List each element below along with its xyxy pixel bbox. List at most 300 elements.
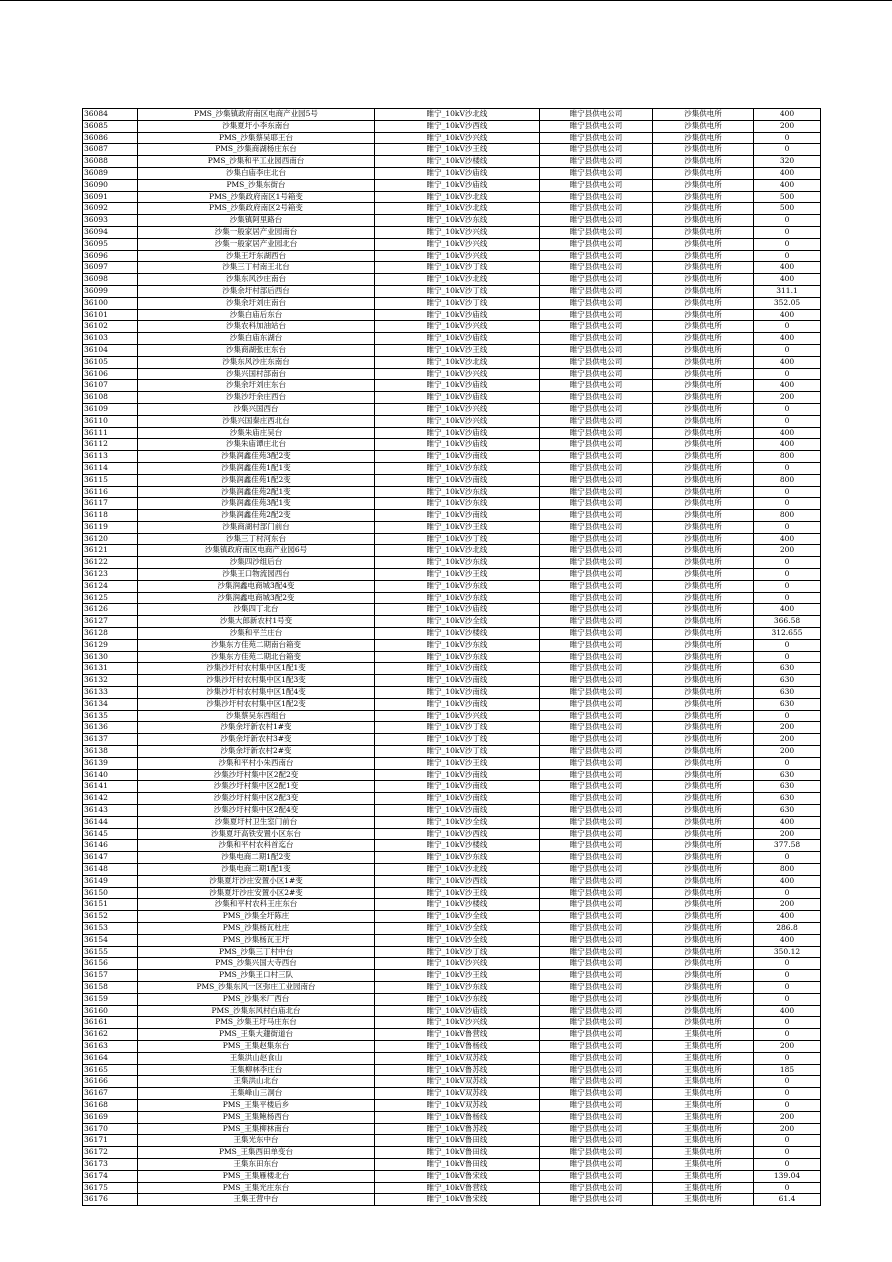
station-cell: 沙集供电所 [653, 486, 754, 498]
row-id-cell: 36163 [83, 1040, 138, 1052]
capacity-cell: 400 [754, 167, 821, 179]
table-row [83, 911, 821, 923]
table-row [83, 769, 821, 781]
table-row [83, 226, 821, 238]
station-cell: 沙集供电所 [653, 533, 754, 545]
transformer-name-cell: 沙集余圩新农村1#变 [138, 722, 375, 734]
feeder-line-cell: 睢宁_10kV鲁宋线 [375, 1194, 540, 1206]
company-cell: 睢宁县供电公司 [540, 816, 653, 828]
station-cell: 沙集供电所 [653, 687, 754, 699]
table-row [83, 569, 821, 581]
company-cell: 睢宁县供电公司 [540, 1135, 653, 1147]
station-cell: 沙集供电所 [653, 911, 754, 923]
table-row [83, 922, 821, 934]
company-cell: 睢宁县供电公司 [540, 663, 653, 675]
capacity-cell: 0 [754, 993, 821, 1005]
transformer-name-cell: PMS_沙集政府南区2号箱变 [138, 203, 375, 215]
station-cell: 沙集供电所 [653, 250, 754, 262]
station-cell: 沙集供电所 [653, 663, 754, 675]
transformer-name-cell: PMS_沙集王口村三队 [138, 970, 375, 982]
station-cell: 沙集供电所 [653, 403, 754, 415]
table-row [83, 344, 821, 356]
table-row [83, 722, 821, 734]
capacity-cell: 630 [754, 675, 821, 687]
row-id-cell: 36164 [83, 1052, 138, 1064]
table-row [83, 793, 821, 805]
capacity-cell: 0 [754, 250, 821, 262]
capacity-cell: 286.8 [754, 922, 821, 934]
company-cell: 睢宁县供电公司 [540, 887, 653, 899]
row-id-cell: 36132 [83, 675, 138, 687]
feeder-line-cell: 睢宁_10kV沙王线 [375, 521, 540, 533]
feeder-line-cell: 睢宁_10kV双苏线 [375, 1099, 540, 1111]
company-cell: 睢宁县供电公司 [540, 167, 653, 179]
transformer-name-cell: PMS_王集西田单变台 [138, 1147, 375, 1159]
capacity-cell: 0 [754, 1182, 821, 1194]
feeder-line-cell: 睢宁_10kV沙兴线 [375, 710, 540, 722]
company-cell: 睢宁县供电公司 [540, 922, 653, 934]
capacity-cell: 500 [754, 203, 821, 215]
station-cell: 王集供电所 [653, 1052, 754, 1064]
transformer-name-cell: 沙集润鑫佳苑2配2变 [138, 510, 375, 522]
feeder-line-cell: 睢宁_10kV沙兴线 [375, 238, 540, 250]
feeder-line-cell: 睢宁_10kV沙楼线 [375, 840, 540, 852]
capacity-cell: 0 [754, 321, 821, 333]
row-id-cell: 36092 [83, 203, 138, 215]
capacity-cell: 630 [754, 781, 821, 793]
company-cell: 睢宁县供电公司 [540, 498, 653, 510]
table-row [83, 616, 821, 628]
table-row [83, 356, 821, 368]
capacity-cell: 0 [754, 1158, 821, 1170]
feeder-line-cell: 睢宁_10kV沙南线 [375, 675, 540, 687]
feeder-line-cell: 睢宁_10kV沙全线 [375, 816, 540, 828]
transformer-name-cell: 沙集润鑫佳苑1配2变 [138, 474, 375, 486]
row-id-cell: 36084 [83, 109, 138, 121]
transformer-name-cell: 沙集兴国西台 [138, 403, 375, 415]
capacity-cell: 0 [754, 486, 821, 498]
transformer-name-cell: 沙集润鑫佳苑3配2变 [138, 451, 375, 463]
company-cell: 睢宁县供电公司 [540, 321, 653, 333]
station-cell: 沙集供电所 [653, 852, 754, 864]
station-cell: 沙集供电所 [653, 769, 754, 781]
row-id-cell: 36117 [83, 498, 138, 510]
row-id-cell: 36139 [83, 757, 138, 769]
transformer-name-cell: 沙集东风沙庄东南台 [138, 356, 375, 368]
company-cell: 睢宁县供电公司 [540, 805, 653, 817]
feeder-line-cell: 睢宁_10kV沙兴线 [375, 321, 540, 333]
station-cell: 沙集供电所 [653, 734, 754, 746]
company-cell: 睢宁县供电公司 [540, 769, 653, 781]
company-cell: 睢宁县供电公司 [540, 852, 653, 864]
station-cell: 沙集供电所 [653, 828, 754, 840]
feeder-line-cell: 睢宁_10kV双苏线 [375, 1076, 540, 1088]
table-row [83, 1076, 821, 1088]
capacity-cell: 0 [754, 368, 821, 380]
table-body [83, 109, 821, 1206]
row-id-cell: 36099 [83, 285, 138, 297]
capacity-cell: 0 [754, 970, 821, 982]
feeder-line-cell: 睢宁_10kV沙庙线 [375, 309, 540, 321]
row-id-cell: 36174 [83, 1170, 138, 1182]
station-cell: 沙集供电所 [653, 309, 754, 321]
row-id-cell: 36112 [83, 439, 138, 451]
feeder-line-cell: 睢宁_10kV沙北线 [375, 356, 540, 368]
feeder-line-cell: 睢宁_10kV鲁田线 [375, 1147, 540, 1159]
feeder-line-cell: 睢宁_10kV沙丁线 [375, 297, 540, 309]
station-cell: 沙集供电所 [653, 191, 754, 203]
feeder-line-cell: 睢宁_10kV沙北线 [375, 191, 540, 203]
station-cell: 沙集供电所 [653, 1005, 754, 1017]
feeder-line-cell: 睢宁_10kV沙西线 [375, 875, 540, 887]
table-row [83, 1135, 821, 1147]
row-id-cell: 36156 [83, 958, 138, 970]
company-cell: 睢宁县供电公司 [540, 285, 653, 297]
transformer-name-cell: 沙集农科加油站台 [138, 321, 375, 333]
transformer-name-cell: 沙集白庙后东台 [138, 309, 375, 321]
capacity-cell: 185 [754, 1064, 821, 1076]
feeder-line-cell: 睢宁_10kV沙兴线 [375, 403, 540, 415]
table-row [83, 368, 821, 380]
station-cell: 沙集供电所 [653, 120, 754, 132]
row-id-cell: 36129 [83, 639, 138, 651]
feeder-line-cell: 睢宁_10kV沙王线 [375, 757, 540, 769]
capacity-cell: 0 [754, 1076, 821, 1088]
company-cell: 睢宁县供电公司 [540, 521, 653, 533]
table-row [83, 439, 821, 451]
table-row [83, 1005, 821, 1017]
table-row [83, 1194, 821, 1206]
row-id-cell: 36147 [83, 852, 138, 864]
table-row [83, 1040, 821, 1052]
station-cell: 沙集供电所 [653, 179, 754, 191]
capacity-cell: 400 [754, 439, 821, 451]
station-cell: 沙集供电所 [653, 793, 754, 805]
capacity-cell: 0 [754, 1147, 821, 1159]
company-cell: 睢宁县供电公司 [540, 1170, 653, 1182]
transformer-name-cell: PMS_沙集商湖杨庄东台 [138, 144, 375, 156]
table-row [83, 757, 821, 769]
company-cell: 睢宁县供电公司 [540, 722, 653, 734]
row-id-cell: 36123 [83, 569, 138, 581]
feeder-line-cell: 睢宁_10kV沙王线 [375, 144, 540, 156]
station-cell: 沙集供电所 [653, 226, 754, 238]
transformer-name-cell: 王集峰山三洞台 [138, 1088, 375, 1100]
company-cell: 睢宁县供电公司 [540, 1182, 653, 1194]
table-row [83, 875, 821, 887]
feeder-line-cell: 睢宁_10kV双苏线 [375, 1052, 540, 1064]
station-cell: 沙集供电所 [653, 427, 754, 439]
capacity-cell: 400 [754, 109, 821, 121]
feeder-line-cell: 睢宁_10kV沙西线 [375, 120, 540, 132]
company-cell: 睢宁县供电公司 [540, 911, 653, 923]
transformer-name-cell: PMS_王集雁楼北台 [138, 1170, 375, 1182]
transformer-name-cell: 沙集沙圩村农村集中区1配3变 [138, 675, 375, 687]
company-cell: 睢宁县供电公司 [540, 474, 653, 486]
row-id-cell: 36158 [83, 981, 138, 993]
row-id-cell: 36135 [83, 710, 138, 722]
capacity-cell: 0 [754, 651, 821, 663]
row-id-cell: 36143 [83, 805, 138, 817]
company-cell: 睢宁县供电公司 [540, 958, 653, 970]
company-cell: 睢宁县供电公司 [540, 840, 653, 852]
feeder-line-cell: 睢宁_10kV沙庙线 [375, 167, 540, 179]
company-cell: 睢宁县供电公司 [540, 569, 653, 581]
row-id-cell: 36104 [83, 344, 138, 356]
row-id-cell: 36089 [83, 167, 138, 179]
company-cell: 睢宁县供电公司 [540, 875, 653, 887]
capacity-cell: 0 [754, 958, 821, 970]
station-cell: 沙集供电所 [653, 710, 754, 722]
transformer-name-cell: 沙集沙圩村集中区2配1变 [138, 781, 375, 793]
station-cell: 沙集供电所 [653, 415, 754, 427]
transformer-name-cell: 沙集夏圩沙庄安置小区2#变 [138, 887, 375, 899]
row-id-cell: 36102 [83, 321, 138, 333]
transformer-name-cell: 沙集余圩刘庄东台 [138, 380, 375, 392]
station-cell: 沙集供电所 [653, 557, 754, 569]
transformer-name-cell: 沙集润鑫电商城3配2变 [138, 592, 375, 604]
capacity-cell: 139.04 [754, 1170, 821, 1182]
capacity-cell: 400 [754, 262, 821, 274]
capacity-cell: 0 [754, 1052, 821, 1064]
table-row [83, 1052, 821, 1064]
row-id-cell: 36096 [83, 250, 138, 262]
row-id-cell: 36097 [83, 262, 138, 274]
table-row [83, 250, 821, 262]
feeder-line-cell: 睢宁_10kV沙庙线 [375, 333, 540, 345]
capacity-cell: 0 [754, 226, 821, 238]
feeder-line-cell: 睢宁_10kV沙丁线 [375, 722, 540, 734]
company-cell: 睢宁县供电公司 [540, 687, 653, 699]
feeder-line-cell: 睢宁_10kV沙兴线 [375, 226, 540, 238]
feeder-line-cell: 睢宁_10kV沙东线 [375, 651, 540, 663]
table-row [83, 864, 821, 876]
table-row [83, 274, 821, 286]
station-cell: 沙集供电所 [653, 970, 754, 982]
feeder-line-cell: 睢宁_10kV沙庙线 [375, 392, 540, 404]
capacity-cell: 400 [754, 1005, 821, 1017]
capacity-cell: 200 [754, 746, 821, 758]
feeder-line-cell: 睢宁_10kV沙南线 [375, 510, 540, 522]
table-row [83, 415, 821, 427]
capacity-cell: 350.12 [754, 946, 821, 958]
table-row [83, 1088, 821, 1100]
row-id-cell: 36154 [83, 934, 138, 946]
station-cell: 沙集供电所 [653, 498, 754, 510]
capacity-cell: 0 [754, 462, 821, 474]
feeder-line-cell: 睢宁_10kV沙丁线 [375, 734, 540, 746]
station-cell: 沙集供电所 [653, 510, 754, 522]
company-cell: 睢宁县供电公司 [540, 899, 653, 911]
transformer-name-cell: PMS_沙集三丁村中台 [138, 946, 375, 958]
row-id-cell: 36153 [83, 922, 138, 934]
station-cell: 沙集供电所 [653, 262, 754, 274]
transformer-name-cell: PMS_王集赵集东台 [138, 1040, 375, 1052]
table-row [83, 805, 821, 817]
transformer-name-cell: 沙集朱庙庄吴台 [138, 427, 375, 439]
table-row [83, 167, 821, 179]
table-row [83, 120, 821, 132]
table-row [83, 333, 821, 345]
station-cell: 沙集供电所 [653, 816, 754, 828]
station-cell: 沙集供电所 [653, 651, 754, 663]
capacity-cell: 0 [754, 852, 821, 864]
row-id-cell: 36171 [83, 1135, 138, 1147]
company-cell: 睢宁县供电公司 [540, 403, 653, 415]
row-id-cell: 36114 [83, 462, 138, 474]
company-cell: 睢宁县供电公司 [540, 1017, 653, 1029]
feeder-line-cell: 睢宁_10kV沙丁线 [375, 262, 540, 274]
feeder-line-cell: 睢宁_10kV鲁苏线 [375, 1064, 540, 1076]
capacity-cell: 800 [754, 474, 821, 486]
transformer-name-cell: 沙集兴国村部南台 [138, 368, 375, 380]
transformer-name-cell: 沙集和平村农科首迄台 [138, 840, 375, 852]
row-id-cell: 36144 [83, 816, 138, 828]
feeder-line-cell: 睢宁_10kV沙兴线 [375, 250, 540, 262]
row-id-cell: 36116 [83, 486, 138, 498]
capacity-cell: 200 [754, 120, 821, 132]
feeder-line-cell: 睢宁_10kV鲁营线 [375, 1029, 540, 1041]
row-id-cell: 36159 [83, 993, 138, 1005]
table-row [83, 262, 821, 274]
table-row [83, 580, 821, 592]
row-id-cell: 36169 [83, 1111, 138, 1123]
feeder-line-cell: 睢宁_10kV沙庙线 [375, 604, 540, 616]
capacity-cell: 377.58 [754, 840, 821, 852]
transformer-name-cell: 沙集余圩新农村3#变 [138, 734, 375, 746]
capacity-cell: 61.4 [754, 1194, 821, 1206]
row-id-cell: 36141 [83, 781, 138, 793]
capacity-cell: 0 [754, 981, 821, 993]
row-id-cell: 36161 [83, 1017, 138, 1029]
table-row [83, 1099, 821, 1111]
company-cell: 睢宁县供电公司 [540, 981, 653, 993]
feeder-line-cell: 睢宁_10kV沙兴线 [375, 368, 540, 380]
station-cell: 沙集供电所 [653, 722, 754, 734]
capacity-cell: 400 [754, 934, 821, 946]
capacity-cell: 312.655 [754, 628, 821, 640]
transformer-name-cell: 沙集蔡吴东西组台 [138, 710, 375, 722]
feeder-line-cell: 睢宁_10kV沙南线 [375, 698, 540, 710]
transformer-name-cell: 沙集东风沙庄南台 [138, 274, 375, 286]
transformer-name-cell: 沙集一般家居产业园南台 [138, 226, 375, 238]
table-row [83, 462, 821, 474]
row-id-cell: 36149 [83, 875, 138, 887]
feeder-line-cell: 睢宁_10kV沙丁线 [375, 285, 540, 297]
company-cell: 睢宁县供电公司 [540, 946, 653, 958]
capacity-cell: 800 [754, 510, 821, 522]
feeder-line-cell: 睢宁_10kV沙兴线 [375, 132, 540, 144]
table-row [83, 392, 821, 404]
transformer-name-cell: 沙集镇阿里路台 [138, 215, 375, 227]
company-cell: 睢宁县供电公司 [540, 828, 653, 840]
row-id-cell: 36118 [83, 510, 138, 522]
feeder-line-cell: 睢宁_10kV沙全线 [375, 616, 540, 628]
company-cell: 睢宁县供电公司 [540, 356, 653, 368]
row-id-cell: 36093 [83, 215, 138, 227]
transformer-name-cell: 沙集沙圩余庄西台 [138, 392, 375, 404]
table-row [83, 191, 821, 203]
transformer-name-cell: 沙集夏圩村卫生室门前台 [138, 816, 375, 828]
station-cell: 沙集供电所 [653, 840, 754, 852]
station-cell: 王集供电所 [653, 1170, 754, 1182]
row-id-cell: 36091 [83, 191, 138, 203]
company-cell: 睢宁县供电公司 [540, 238, 653, 250]
company-cell: 睢宁县供电公司 [540, 297, 653, 309]
transformer-name-cell: 沙集商湖村部门前台 [138, 521, 375, 533]
station-cell: 沙集供电所 [653, 368, 754, 380]
transformer-name-cell: 王集王营中台 [138, 1194, 375, 1206]
station-cell: 王集供电所 [653, 1194, 754, 1206]
row-id-cell: 36110 [83, 415, 138, 427]
row-id-cell: 36172 [83, 1147, 138, 1159]
transformer-name-cell: 沙集王圩东湖西台 [138, 250, 375, 262]
table-row [83, 238, 821, 250]
transformer-name-cell: 王集柳林李庄台 [138, 1064, 375, 1076]
feeder-line-cell: 睢宁_10kV沙南线 [375, 781, 540, 793]
row-id-cell: 36146 [83, 840, 138, 852]
station-cell: 沙集供电所 [653, 356, 754, 368]
table-row [83, 321, 821, 333]
row-id-cell: 36137 [83, 734, 138, 746]
station-cell: 沙集供电所 [653, 156, 754, 168]
company-cell: 睢宁县供电公司 [540, 616, 653, 628]
capacity-cell: 630 [754, 698, 821, 710]
table-row [83, 109, 821, 121]
feeder-line-cell: 睢宁_10kV沙东线 [375, 580, 540, 592]
row-id-cell: 36160 [83, 1005, 138, 1017]
capacity-cell: 200 [754, 734, 821, 746]
company-cell: 睢宁县供电公司 [540, 545, 653, 557]
station-cell: 沙集供电所 [653, 993, 754, 1005]
table-row [83, 710, 821, 722]
transformer-name-cell: 沙集润鑫佳苑2配1变 [138, 486, 375, 498]
table-row [83, 840, 821, 852]
feeder-line-cell: 睢宁_10kV沙东线 [375, 639, 540, 651]
station-cell: 沙集供电所 [653, 333, 754, 345]
transformer-name-cell: PMS_沙集米厂西台 [138, 993, 375, 1005]
station-cell: 沙集供电所 [653, 297, 754, 309]
table-row [83, 698, 821, 710]
capacity-cell: 400 [754, 427, 821, 439]
capacity-cell: 0 [754, 580, 821, 592]
company-cell: 睢宁县供电公司 [540, 580, 653, 592]
feeder-line-cell: 睢宁_10kV沙北线 [375, 203, 540, 215]
company-cell: 睢宁县供电公司 [540, 1040, 653, 1052]
capacity-cell: 400 [754, 604, 821, 616]
company-cell: 睢宁县供电公司 [540, 1123, 653, 1135]
feeder-line-cell: 睢宁_10kV沙全线 [375, 934, 540, 946]
feeder-line-cell: 睢宁_10kV沙全线 [375, 922, 540, 934]
station-cell: 王集供电所 [653, 1158, 754, 1170]
table-row [83, 1064, 821, 1076]
transformer-name-cell: 沙集和平兰庄台 [138, 628, 375, 640]
table-row [83, 1123, 821, 1135]
company-cell: 睢宁县供电公司 [540, 781, 653, 793]
company-cell: 睢宁县供电公司 [540, 1064, 653, 1076]
table-row [83, 545, 821, 557]
feeder-line-cell: 睢宁_10kV沙东线 [375, 486, 540, 498]
feeder-line-cell: 睢宁_10kV沙东线 [375, 557, 540, 569]
capacity-cell: 0 [754, 132, 821, 144]
row-id-cell: 36131 [83, 663, 138, 675]
station-cell: 沙集供电所 [653, 274, 754, 286]
station-cell: 沙集供电所 [653, 462, 754, 474]
row-id-cell: 36128 [83, 628, 138, 640]
station-cell: 王集供电所 [653, 1088, 754, 1100]
transformer-name-cell: 沙集四丁北台 [138, 604, 375, 616]
feeder-line-cell: 睢宁_10kV沙南线 [375, 474, 540, 486]
